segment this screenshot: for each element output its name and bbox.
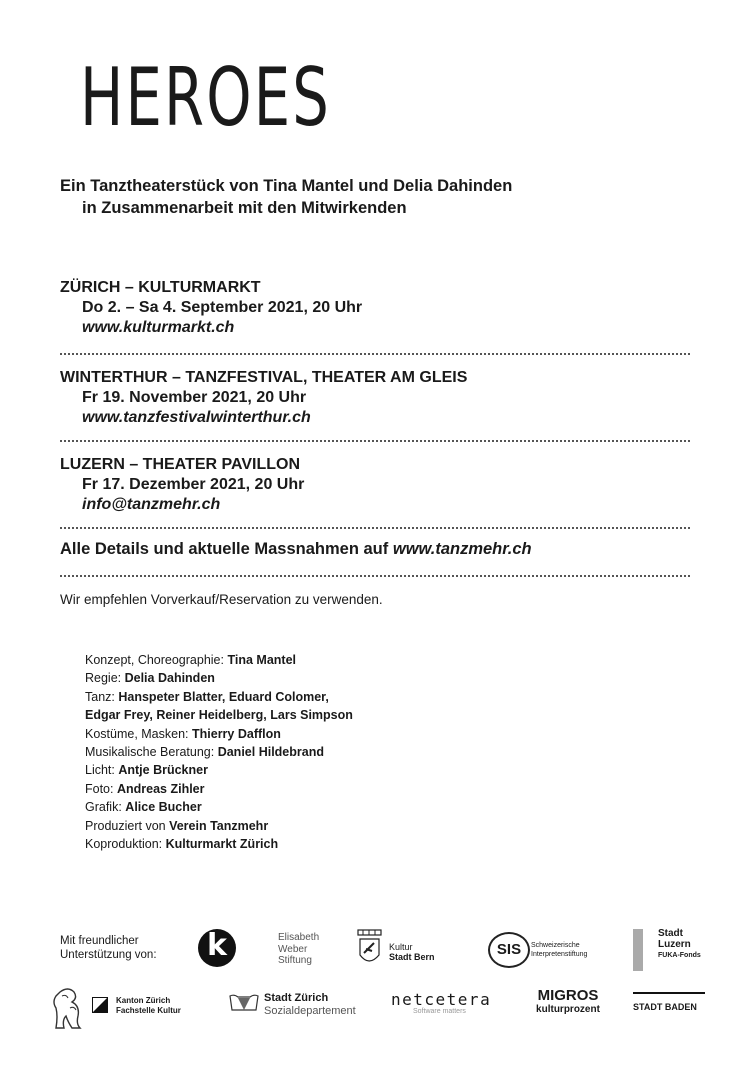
sis-text: Schweizerische Interpretenstiftung xyxy=(531,942,588,958)
venue-link[interactable]: www.tanzfestivalwinterthur.ch xyxy=(82,409,311,426)
credit-line: Licht: Antje Brückner xyxy=(85,763,208,778)
sis-logo: SIS xyxy=(488,932,530,968)
stadt-zurich-text: Stadt Zürich Sozialdepartement xyxy=(264,992,356,1017)
venue-city: WINTERTHUR – TANZFESTIVAL, THEATER AM GLEIS xyxy=(60,369,468,386)
credit-line: Produziert von Verein Tanzmehr xyxy=(85,818,269,833)
divider xyxy=(60,440,690,442)
credit-line: Konzept, Choreographie: Tina Mantel xyxy=(85,653,296,667)
kanton-zurich-text: Kanton Zürich Fachstelle Kultur xyxy=(116,996,181,1015)
venue-date: Fr 19. November 2021, 20 Uhr xyxy=(82,389,307,406)
credits-list xyxy=(85,651,353,853)
venue-luzern xyxy=(60,455,304,515)
weber-stiftung-logo: Elisabeth Weber Stiftung xyxy=(278,932,320,966)
stadt-zurich-crest-icon xyxy=(228,992,260,1014)
divider xyxy=(60,575,690,577)
luzern-logo: Stadt Luzern FUKA-Fonds xyxy=(658,928,701,959)
venue-winterthur xyxy=(60,368,467,428)
sponsor-intro: Mit freundlicher Unterstützung von: xyxy=(60,935,157,961)
venue-link[interactable]: www.kulturmarkt.ch xyxy=(82,319,235,336)
netcetera-logo: netcetera xyxy=(391,990,492,1009)
details-text: Alle Details und aktuelle Massnahmen auf xyxy=(60,540,393,558)
subtitle-line-1: Ein Tanztheaterstück von Tina Mantel und Delia Dahinden xyxy=(60,177,513,195)
credit-line: Musikalische Beratung: Daniel Hildebrand xyxy=(85,745,324,760)
zurich-lion-icon xyxy=(50,986,86,1030)
page-title: HEROES xyxy=(80,51,331,144)
credit-line: Grafik: Alice Bucher xyxy=(85,800,202,815)
divider xyxy=(60,527,690,529)
credit-line: Koproduktion: Kulturmarkt Zürich xyxy=(85,837,279,852)
credit-line: Tanz: Hanspeter Blatter, Eduard Colomer, xyxy=(85,689,329,704)
netcetera-tagline: Software matters xyxy=(413,1008,466,1015)
zurich-shield-icon xyxy=(92,997,108,1013)
details-link[interactable]: www.tanzmehr.ch xyxy=(392,540,532,558)
credit-line: Kostüme, Masken: Thierry Dafflon xyxy=(85,726,281,741)
credit-line: Foto: Andreas Zihler xyxy=(85,781,205,796)
credit-line: Regie: Delia Dahinden xyxy=(85,671,215,686)
bern-text: Kultur Stadt Bern xyxy=(389,942,435,962)
venue-city: ZÜRICH – KULTURMARKT xyxy=(60,279,261,296)
venue-date: Do 2. – Sa 4. September 2021, 20 Uhr xyxy=(82,299,363,316)
subtitle-line-2: in Zusammenarbeit mit den Mitwirkenden xyxy=(82,199,407,217)
venue-city: LUZERN – THEATER PAVILLON xyxy=(60,456,300,473)
venue-date: Fr 17. Dezember 2021, 20 Uhr xyxy=(82,476,305,493)
venue-link[interactable]: info@tanzmehr.ch xyxy=(82,496,221,513)
details-line xyxy=(60,540,532,559)
reservation-note: Wir empfehlen Vorverkauf/Reservation zu verwenden. xyxy=(60,592,383,607)
venue-zurich xyxy=(60,278,362,338)
divider xyxy=(60,353,690,355)
stadt-baden-logo: STADT BADEN xyxy=(633,992,705,1012)
migros-logo: MIGROS kulturprozent xyxy=(536,987,600,1015)
bern-crest-icon xyxy=(357,929,382,967)
kulturmarkt-logo: k xyxy=(198,929,236,967)
credit-line: Edgar Frey, Reiner Heidelberg, Lars Simpson xyxy=(85,708,353,723)
luzern-bar-icon xyxy=(633,929,643,971)
